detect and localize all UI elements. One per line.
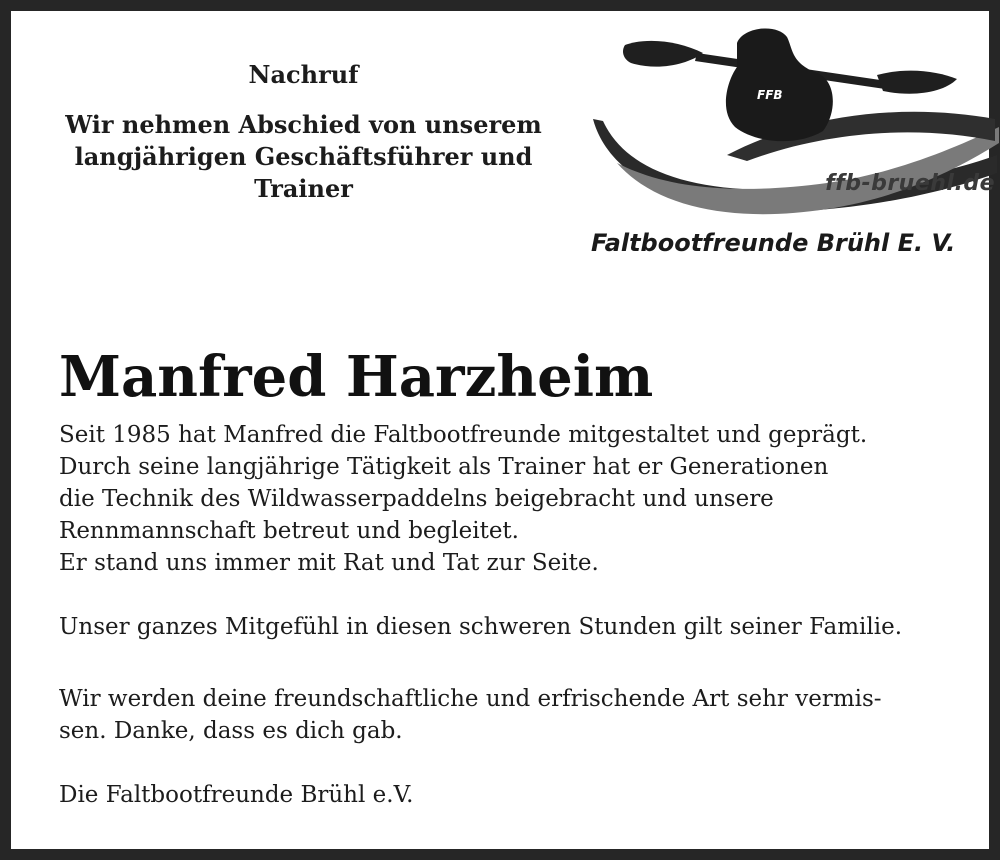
header-title: Nachruf [248,60,359,89]
paddle-left-blade [623,41,703,67]
obituary-body [59,419,979,811]
kayaker-emblem-icon [587,23,999,263]
club-url: ffb-bruehl.de [825,171,995,196]
paragraph-farewell: Wir werden deine freundschaftliche und erfrischende Art sehr vermis- sen. Danke, dass es dich gab. [59,686,882,744]
paragraph-condolence: Unser ganzes Mitgefühl in diesen schweren Stunden gilt seiner Familie. [59,614,903,640]
header [51,59,556,205]
deceased-name: Manfred Harzheim [59,344,654,410]
paddle-right-blade [877,71,957,94]
club-name: Faltbootfreunde Brühl E. V. [591,229,956,257]
paragraph-history: Seit 1985 hat Manfred die Faltbootfreunde mitgestaltet und geprägt. Durch seine langjährige Tätigkeit als Trainer hat er Generationen die Technik des Wildwasserpaddelns beigebracht und unsere Rennmannschaft betreut und begleitet. Er stand uns immer mit Rat und Tat zur Seite. [59,422,868,576]
paddler-body [726,28,833,141]
emblem-text: FFB [757,88,783,102]
header-subtitle: Wir nehmen Abschied von unserem langjährigen Geschäftsführer und Trainer [65,110,542,203]
signature: Die Faltbootfreunde Brühl e.V. [59,782,414,808]
club-logo [587,23,999,263]
